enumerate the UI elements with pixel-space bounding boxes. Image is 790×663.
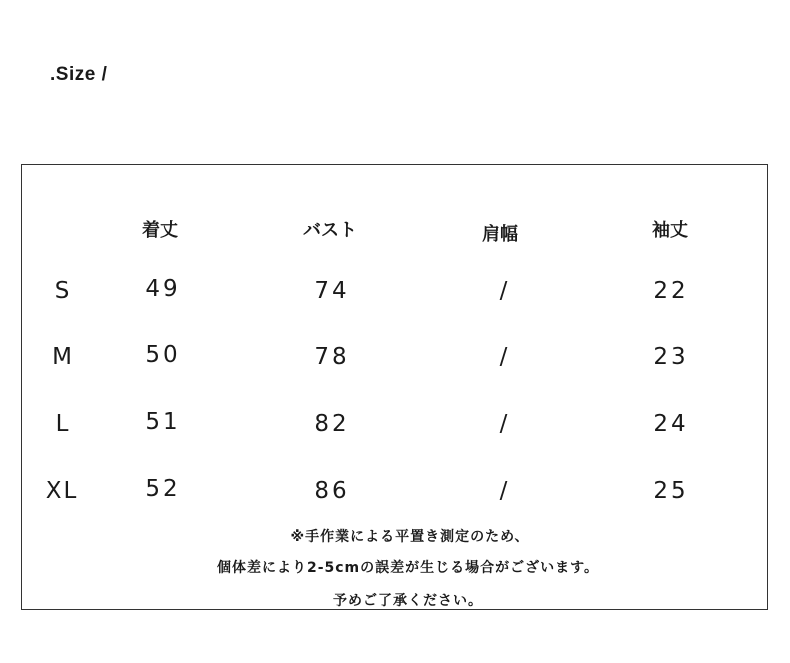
size-label-s: S	[54, 278, 70, 304]
column-header-length: 着丈	[142, 220, 178, 241]
note-line-1: ※手作業による平置き測定のため、	[290, 529, 530, 545]
size-label-l: L	[55, 411, 69, 437]
table-cell: 23	[653, 344, 689, 370]
size-label-xl: XL	[45, 478, 79, 504]
size-label-m: M	[52, 344, 72, 370]
table-cell: 49	[145, 276, 181, 302]
table-cell: 74	[314, 278, 350, 304]
table-cell: /	[499, 344, 511, 370]
table-cell: 25	[653, 478, 689, 504]
table-cell: /	[499, 478, 511, 504]
table-cell: 51	[145, 409, 181, 435]
table-cell: 86	[314, 478, 350, 504]
table-cell: 22	[653, 278, 689, 304]
table-cell: /	[499, 411, 511, 437]
size-heading: .Size /	[50, 64, 108, 85]
table-cell: 24	[653, 411, 689, 437]
column-header-sleeve: 袖丈	[652, 220, 688, 241]
note-line-2: 個体差により2-5cmの誤差が生じる場合がございます。	[216, 560, 600, 576]
column-header-shoulder: 肩幅	[482, 224, 518, 245]
table-cell: /	[499, 278, 511, 304]
table-cell: 78	[314, 344, 350, 370]
table-cell: 82	[314, 411, 350, 437]
table-cell: 50	[145, 342, 181, 368]
table-cell: 52	[145, 476, 181, 502]
note-line-3: 予めご了承ください。	[333, 593, 483, 609]
column-header-bust: バスト	[303, 220, 357, 241]
